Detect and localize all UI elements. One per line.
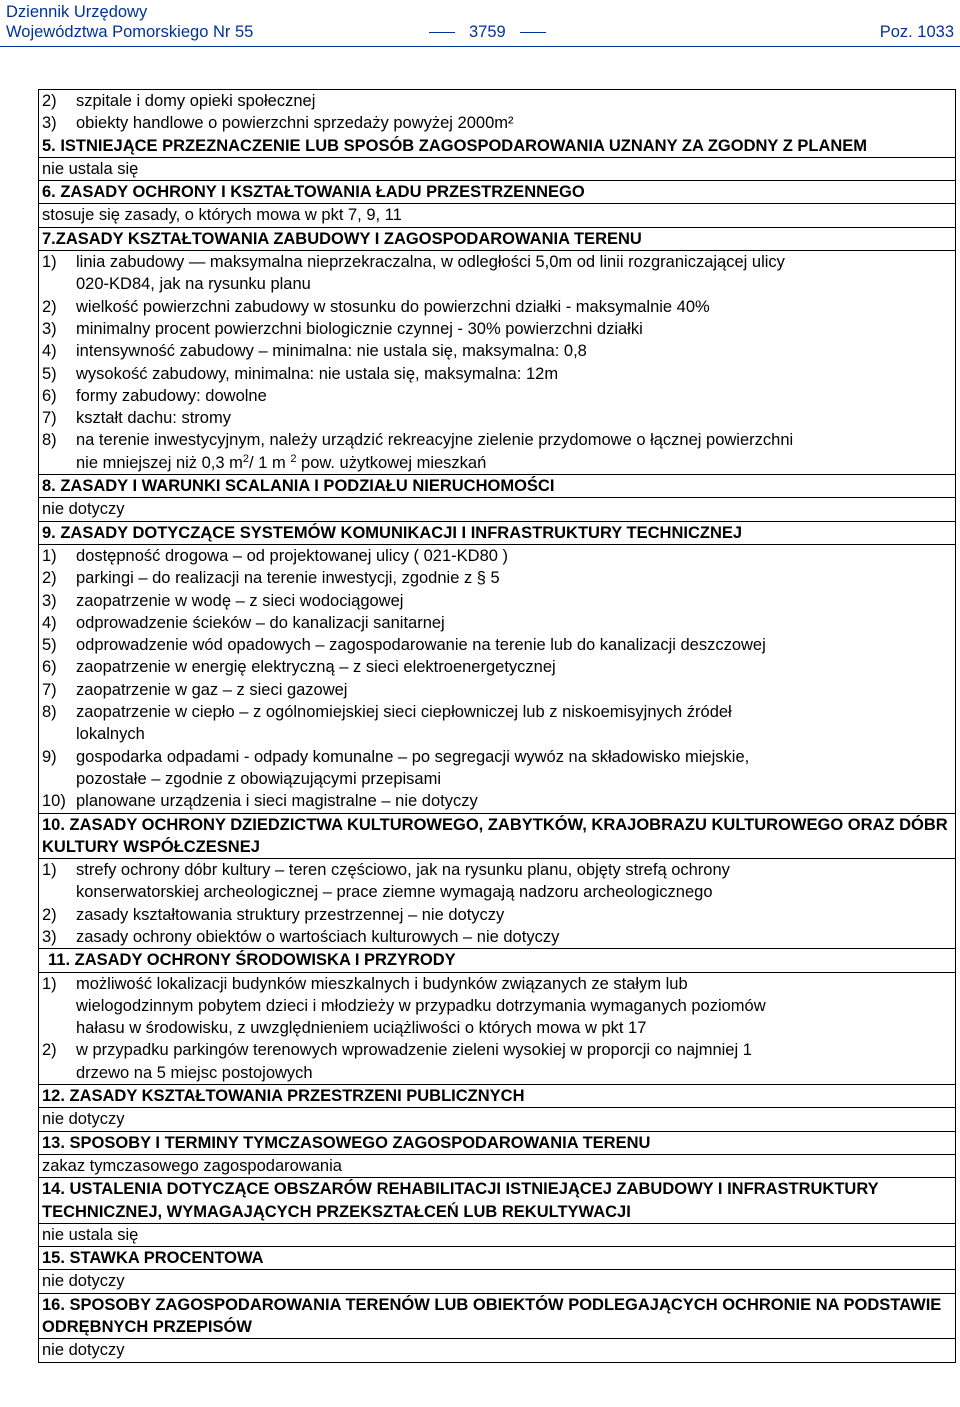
section-6-title: 6. ZASADY OCHRONY I KSZTAŁTOWANIA ŁADU PRZESTRZENNEGO [38, 181, 956, 204]
list-item: 5) wysokość zabudowy, minimalna: nie ustala się, maksymalna: 12m [42, 364, 559, 383]
list-item: 4) intensywność zabudowy – minimalna: nie ustala się, maksymalna: 0,8 [42, 342, 587, 361]
list-item: 6) formy zabudowy: dowolne [42, 386, 267, 405]
list-item: 5) odprowadzenie wód opadowych – zagospodarowanie na terenie lub do kanalizacji deszczowej [42, 636, 766, 655]
regulations-table [38, 89, 956, 1363]
section-14-title: 14. USTALENIA DOTYCZĄCE OBSZARÓW REHABILITACJI ISTNIEJĄCEJ ZABUDOWY I INFRASTRUKTURY TECHNICZNEJ, WYMAGAJĄCYCH PRZEKSZTAŁCEŃ LUB REKULTYWACJI [38, 1178, 956, 1224]
list-item: 2) zasady kształtowania struktury przestrzennej – nie dotyczy [42, 905, 505, 924]
section-11-title: 11. ZASADY OCHRONY ŚRODOWISKA I PRZYRODY [38, 949, 956, 972]
section-15-text: nie dotyczy [38, 1270, 956, 1293]
position-number: Poz. 1033 [879, 23, 954, 41]
page-number-value: 3759 [469, 23, 506, 41]
section-8-title: 8. ZASADY I WARUNKI SCALANIA I PODZIAŁU NIERUCHOMOŚCI [38, 475, 956, 498]
list-item: 8) na terenie inwestycyjnym, należy urządzić rekreacyjne zielenie przydomowe o łącznej powierzchni [42, 431, 794, 450]
section-6-text: stosuje się zasady, o których mowa w pkt 7, 9, 11 [38, 204, 956, 227]
journal-line-2: Województwa Pomorskiego Nr 55 [6, 23, 254, 41]
list-item-continued: nie mniejszej niż 0,3 $m^2/$ 1 m $^2$ pow. użytkowej mieszkań [76, 452, 487, 472]
list-item-continued: drzewo na 5 miejsc postojowych [76, 1063, 313, 1082]
list-item: 1) strefy ochrony dóbr kultury – teren częściowo, jak na rysunku planu, objęty strefą ochrony [42, 861, 730, 880]
list-item: 1) linia zabudowy — maksymalna nieprzekraczalna, w odległości 5,0m od linii rozgraniczającej ulicy [42, 253, 785, 272]
section-15-title: 15. STAWKA PROCENTOWA [38, 1247, 956, 1270]
list-item: 1) dostępność drogowa – od projektowanej ulicy ( 021-KD80 ) [42, 546, 508, 565]
list-item: 2) wielkość powierzchni zabudowy w stosunku do powierzchni działki - maksymalnie 40% [42, 297, 710, 316]
list-item: 2) parkingi – do realizacji na terenie inwestycji, zgodnie z § 5 [42, 569, 500, 588]
list-item: 10) planowane urządzenia i sieci magistralne – nie dotyczy [42, 792, 478, 811]
section-13-title: 13. SPOSOBY I TERMINY TYMCZASOWEGO ZAGOSPODAROWANIA TERENU [38, 1132, 956, 1155]
list-item: 8) zaopatrzenie w ciepło – z ogólnomiejskiej sieci ciepłowniczej lub z niskoemisyjnych źródeł [42, 703, 732, 722]
section-7-title: 7.ZASADY KSZTAŁTOWANIA ZABUDOWY I ZAGOSPODAROWANIA TERENU [38, 228, 956, 251]
section-9-title: 9. ZASADY DOTYCZĄCE SYSTEMÓW KOMUNIKACJI I INFRASTRUKTURY TECHNICZNEJ [38, 522, 956, 545]
table-row [38, 89, 956, 158]
list-item-continued: hałasu w środowisku, z uwzględnieniem uciążliwości o których mowa w pkt 17 [76, 1019, 647, 1038]
list-item: 7) zaopatrzenie w gaz – z sieci gazowej [42, 680, 348, 699]
section-12-title: 12. ZASADY KSZTAŁTOWANIA PRZESTRZENI PUBLICZNYCH [38, 1085, 956, 1108]
list-item: 1) możliwość lokalizacji budynków mieszkalnych i budynków związanych ze stałym lub [42, 974, 688, 993]
section-8-text: nie dotyczy [38, 498, 956, 521]
list-item-continued: konserwatorskiej archeologicznej – prace ziemne wymagają nadzoru archeologicznego [76, 883, 713, 902]
section-9-list [38, 545, 956, 814]
page-number [415, 22, 560, 42]
section-16-title: 16. SPOSOBY ZAGOSPODAROWANIA TERENÓW LUB OBIEKTÓW PODLEGAJĄCYCH OCHRONIE NA PODSTAWIE ODRĘBNYCH PRZEPISÓW [38, 1294, 956, 1340]
page-header [0, 0, 960, 48]
list-item-continued: lokalnych [76, 725, 145, 744]
section-7-list [38, 251, 956, 475]
header-rule [0, 46, 960, 47]
list-item-continued: 020-KD84, jak na rysunku planu [76, 275, 311, 294]
list-item: 3) zasady ochrony obiektów o wartościach kulturowych – nie dotyczy [42, 927, 560, 946]
list-item: 2) w przypadku parkingów terenowych wprowadzenie zieleni wysokiej w proporcji co najmniej 1 [42, 1041, 752, 1060]
section-11-list [38, 973, 956, 1085]
section-13-text: zakaz tymczasowego zagospodarowania [38, 1155, 956, 1178]
list-item: 3) minimalny procent powierzchni biologicznie czynnej - 30% powierzchni działki [42, 319, 643, 338]
section-16-text: nie dotyczy [38, 1339, 956, 1362]
list-item: 9) gospodarka odpadami - odpady komunalne – po segregacji wywóz na składowisko miejskie, [42, 747, 750, 766]
section-12-text: nie dotyczy [38, 1108, 956, 1131]
list-item: 7) kształt dachu: stromy [42, 409, 231, 428]
list-item: 3) obiekty handlowe o powierzchni sprzedaży powyżej 2000m² [42, 114, 514, 133]
list-item: 4) odprowadzenie ścieków – do kanalizacji sanitarnej [42, 613, 445, 632]
journal-line-1: Dziennik Urzędowy [6, 3, 148, 21]
section-5-title: 5. ISTNIEJĄCE PRZEZNACZENIE LUB SPOSÓB ZAGOSPODAROWANIA UZNANY ZA ZGODNY Z PLANEM [42, 136, 868, 155]
section-10-title: 10. ZASADY OCHRONY DZIEDZICTWA KULTUROWEGO, ZABYTKÓW, KRAJOBRAZU KULTUROWEGO ORAZ DÓBR KULTURY WSPÓŁCZESNEJ [38, 814, 956, 860]
journal-title [6, 2, 253, 42]
list-item: 6) zaopatrzenie w energię elektryczną – z sieci elektroenergetycznej [42, 658, 556, 677]
list-item: 3) zaopatrzenie w wodę – z sieci wodociągowej [42, 591, 404, 610]
list-item-continued: wielogodzinnym pobytem dzieci i młodzieży w przypadku dotrzymania wymaganych poziomów [76, 996, 766, 1015]
section-14-text: nie ustala się [38, 1224, 956, 1247]
section-10-list [38, 859, 956, 949]
section-5-text: nie ustala się [38, 158, 956, 181]
list-item-continued: pozostałe – zgodnie z obowiązującymi przepisami [76, 769, 442, 788]
list-item: 2) szpitale i domy opieki społecznej [42, 92, 316, 110]
